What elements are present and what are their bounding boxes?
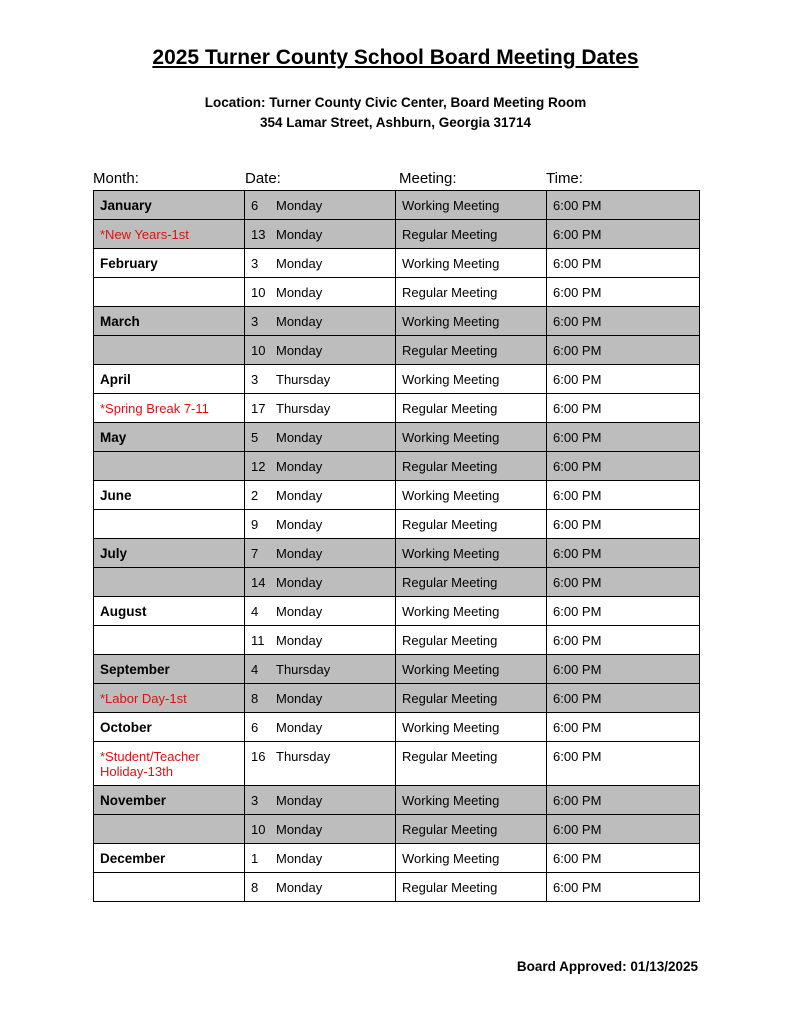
time-cell (547, 539, 700, 568)
weekday: Monday (276, 517, 323, 532)
month-cell (94, 452, 245, 481)
meeting-type: Working Meeting (402, 314, 500, 329)
meeting-type-cell (396, 539, 547, 568)
table-row (94, 597, 700, 626)
time-cell (547, 278, 700, 307)
time-cell (547, 568, 700, 597)
time-cell (547, 626, 700, 655)
meeting-type: Regular Meeting (402, 227, 498, 242)
time-cell (547, 713, 700, 742)
day-number: 4 (251, 662, 259, 677)
month-cell (94, 626, 245, 655)
time-cell (547, 249, 700, 278)
meeting-type: Regular Meeting (402, 401, 498, 416)
meeting-type-cell (396, 220, 547, 249)
meeting-schedule-table (93, 190, 700, 902)
meeting-type-cell (396, 394, 547, 423)
date-cell (245, 365, 396, 394)
holiday-note: *Student/Teacher Holiday-13th (100, 749, 200, 779)
month-cell (94, 336, 245, 365)
weekday: Monday (276, 285, 323, 300)
month-name: February (100, 256, 158, 271)
header-time: Time: (546, 170, 583, 187)
table-row (94, 815, 700, 844)
date-cell (245, 815, 396, 844)
location-line-2: 354 Lamar Street, Ashburn, Georgia 31714 (259, 115, 532, 130)
time-cell (547, 684, 700, 713)
meeting-type: Working Meeting (402, 720, 500, 735)
month-cell (94, 873, 245, 902)
table-row (94, 655, 700, 684)
time-cell (547, 815, 700, 844)
day-number: 2 (251, 488, 259, 503)
meeting-time: 6:00 PM (553, 227, 602, 242)
time-cell (547, 423, 700, 452)
meeting-time: 6:00 PM (553, 517, 602, 532)
table-row (94, 365, 700, 394)
month-name: July (100, 546, 128, 561)
weekday: Monday (276, 227, 323, 242)
meeting-type: Regular Meeting (402, 749, 498, 764)
weekday: Thursday (276, 401, 331, 416)
weekday: Thursday (276, 662, 331, 677)
meeting-time: 6:00 PM (553, 285, 602, 300)
weekday: Monday (276, 198, 323, 213)
day-number: 3 (251, 372, 259, 387)
holiday-note: *Labor Day-1st (100, 691, 187, 706)
day-number: 3 (251, 314, 259, 329)
meeting-type: Regular Meeting (402, 459, 498, 474)
weekday: Monday (276, 604, 323, 619)
meeting-time: 6:00 PM (553, 256, 602, 271)
month-cell (94, 191, 245, 220)
time-cell (547, 742, 700, 786)
month-name: August (100, 604, 147, 619)
date-cell (245, 220, 396, 249)
month-name: April (100, 372, 131, 387)
weekday: Monday (276, 488, 323, 503)
time-cell (547, 510, 700, 539)
meeting-time: 6:00 PM (553, 793, 602, 808)
meeting-type-cell (396, 423, 547, 452)
table-row (94, 742, 700, 786)
month-name: March (100, 314, 140, 329)
meeting-type-cell (396, 655, 547, 684)
day-number: 3 (251, 256, 259, 271)
meeting-time: 6:00 PM (553, 459, 602, 474)
meeting-type-cell (396, 786, 547, 815)
meeting-time: 6:00 PM (553, 198, 602, 213)
weekday: Monday (276, 430, 323, 445)
meeting-type: Working Meeting (402, 604, 500, 619)
date-cell (245, 423, 396, 452)
meeting-type-cell (396, 481, 547, 510)
day-number: 14 (251, 575, 266, 590)
meeting-time: 6:00 PM (553, 633, 602, 648)
meeting-type-cell (396, 191, 547, 220)
table-row (94, 249, 700, 278)
meeting-type: Working Meeting (402, 546, 500, 561)
table-row (94, 684, 700, 713)
table-row (94, 713, 700, 742)
meeting-type: Regular Meeting (402, 880, 498, 895)
time-cell (547, 452, 700, 481)
day-number: 4 (251, 604, 259, 619)
date-cell (245, 713, 396, 742)
date-cell (245, 394, 396, 423)
table-row (94, 307, 700, 336)
day-number: 10 (251, 343, 266, 358)
date-cell (245, 873, 396, 902)
weekday: Monday (276, 314, 323, 329)
meeting-type: Working Meeting (402, 793, 500, 808)
meeting-time: 6:00 PM (553, 604, 602, 619)
date-cell (245, 452, 396, 481)
table-row (94, 510, 700, 539)
meeting-type: Working Meeting (402, 198, 500, 213)
time-cell (547, 336, 700, 365)
month-name: May (100, 430, 127, 445)
meeting-type: Regular Meeting (402, 575, 498, 590)
month-cell (94, 684, 245, 713)
date-cell (245, 844, 396, 873)
table-row (94, 452, 700, 481)
date-cell (245, 307, 396, 336)
table-row (94, 423, 700, 452)
time-cell (547, 481, 700, 510)
day-number: 8 (251, 691, 259, 706)
day-number: 17 (251, 401, 266, 416)
table-row (94, 626, 700, 655)
weekday: Thursday (276, 372, 331, 387)
month-name: October (100, 720, 152, 735)
table-row (94, 336, 700, 365)
day-number: 9 (251, 517, 259, 532)
meeting-time: 6:00 PM (553, 575, 602, 590)
day-number: 8 (251, 880, 259, 895)
meeting-type-cell (396, 626, 547, 655)
date-cell (245, 510, 396, 539)
meeting-time: 6:00 PM (553, 662, 602, 677)
meeting-time: 6:00 PM (553, 851, 602, 866)
month-cell (94, 510, 245, 539)
month-cell (94, 786, 245, 815)
day-number: 10 (251, 822, 266, 837)
meeting-time: 6:00 PM (553, 691, 602, 706)
time-cell (547, 307, 700, 336)
holiday-note: *New Years-1st (100, 227, 189, 242)
table-row (94, 873, 700, 902)
weekday: Monday (276, 822, 323, 837)
month-cell (94, 713, 245, 742)
date-cell (245, 481, 396, 510)
month-cell (94, 220, 245, 249)
table-row (94, 220, 700, 249)
meeting-type-cell (396, 713, 547, 742)
weekday: Monday (276, 459, 323, 474)
date-cell (245, 626, 396, 655)
meeting-type-cell (396, 307, 547, 336)
meeting-type-cell (396, 873, 547, 902)
date-cell (245, 249, 396, 278)
weekday: Monday (276, 633, 323, 648)
meeting-type-cell (396, 684, 547, 713)
meeting-type: Regular Meeting (402, 691, 498, 706)
month-cell (94, 481, 245, 510)
meeting-time: 6:00 PM (553, 401, 602, 416)
month-cell (94, 815, 245, 844)
date-cell (245, 336, 396, 365)
month-cell (94, 844, 245, 873)
table-row (94, 278, 700, 307)
meeting-type: Working Meeting (402, 372, 500, 387)
time-cell (547, 873, 700, 902)
weekday: Monday (276, 343, 323, 358)
time-cell (547, 220, 700, 249)
time-cell (547, 844, 700, 873)
meeting-type-cell (396, 815, 547, 844)
month-cell (94, 597, 245, 626)
meeting-type-cell (396, 336, 547, 365)
meeting-type: Working Meeting (402, 662, 500, 677)
meeting-time: 6:00 PM (553, 488, 602, 503)
day-number: 5 (251, 430, 259, 445)
month-name: January (100, 198, 152, 213)
meeting-type: Regular Meeting (402, 285, 498, 300)
time-cell (547, 191, 700, 220)
day-number: 13 (251, 227, 266, 242)
meeting-type: Regular Meeting (402, 633, 498, 648)
weekday: Monday (276, 720, 323, 735)
weekday: Monday (276, 575, 323, 590)
table-row (94, 786, 700, 815)
date-cell (245, 786, 396, 815)
meeting-type: Regular Meeting (402, 822, 498, 837)
day-number: 1 (251, 851, 259, 866)
meeting-time: 6:00 PM (553, 343, 602, 358)
date-cell (245, 742, 396, 786)
date-cell (245, 655, 396, 684)
date-cell (245, 568, 396, 597)
meeting-type: Working Meeting (402, 488, 500, 503)
table-row (94, 844, 700, 873)
meeting-type: Regular Meeting (402, 343, 498, 358)
weekday: Monday (276, 691, 323, 706)
table-row (94, 191, 700, 220)
time-cell (547, 655, 700, 684)
date-cell (245, 684, 396, 713)
holiday-note: *Spring Break 7-11 (100, 401, 209, 416)
meeting-time: 6:00 PM (553, 822, 602, 837)
day-number: 3 (251, 793, 259, 808)
meeting-type: Regular Meeting (402, 517, 498, 532)
meeting-time: 6:00 PM (553, 430, 602, 445)
header-date: Date: (245, 170, 281, 187)
meeting-time: 6:00 PM (553, 546, 602, 561)
month-name: December (100, 851, 166, 866)
table-row (94, 481, 700, 510)
date-cell (245, 539, 396, 568)
date-cell (245, 597, 396, 626)
meeting-time: 6:00 PM (553, 372, 602, 387)
meeting-type-cell (396, 278, 547, 307)
location-line-1: Location: Turner County Civic Center, Board Meeting Room (204, 95, 587, 110)
day-number: 12 (251, 459, 266, 474)
time-cell (547, 365, 700, 394)
time-cell (547, 394, 700, 423)
meeting-type-cell (396, 510, 547, 539)
weekday: Monday (276, 546, 323, 561)
meeting-type: Working Meeting (402, 851, 500, 866)
meeting-time: 6:00 PM (553, 720, 602, 735)
table-row (94, 568, 700, 597)
meeting-type-cell (396, 742, 547, 786)
day-number: 7 (251, 546, 259, 561)
day-number: 6 (251, 720, 259, 735)
meeting-type-cell (396, 844, 547, 873)
meeting-time: 6:00 PM (553, 880, 602, 895)
day-number: 16 (251, 749, 266, 764)
page-title: 2025 Turner County School Board Meeting Dates (152, 46, 639, 69)
month-cell (94, 423, 245, 452)
month-cell (94, 568, 245, 597)
day-number: 6 (251, 198, 259, 213)
weekday: Thursday (276, 749, 331, 764)
header-month: Month: (93, 170, 139, 187)
date-cell (245, 191, 396, 220)
meeting-type-cell (396, 597, 547, 626)
meeting-time: 6:00 PM (553, 749, 602, 764)
month-cell (94, 249, 245, 278)
weekday: Monday (276, 256, 323, 271)
table-row (94, 539, 700, 568)
month-name: September (100, 662, 170, 677)
meeting-type-cell (396, 568, 547, 597)
time-cell (547, 786, 700, 815)
meeting-type-cell (396, 249, 547, 278)
date-cell (245, 278, 396, 307)
month-cell (94, 742, 245, 786)
month-cell (94, 365, 245, 394)
time-cell (547, 597, 700, 626)
meeting-type-cell (396, 365, 547, 394)
month-cell (94, 278, 245, 307)
table-row (94, 394, 700, 423)
meeting-type: Working Meeting (402, 256, 500, 271)
day-number: 11 (251, 633, 265, 648)
month-cell (94, 394, 245, 423)
header-meeting: Meeting: (399, 170, 457, 187)
month-name: November (100, 793, 167, 808)
month-cell (94, 539, 245, 568)
meeting-time: 6:00 PM (553, 314, 602, 329)
month-cell (94, 655, 245, 684)
month-cell (94, 307, 245, 336)
month-name: June (100, 488, 132, 503)
meeting-type: Working Meeting (402, 430, 500, 445)
day-number: 10 (251, 285, 266, 300)
board-approved-date: Board Approved: 01/13/2025 (516, 959, 698, 974)
weekday: Monday (276, 793, 323, 808)
meeting-type-cell (396, 452, 547, 481)
weekday: Monday (276, 880, 323, 895)
weekday: Monday (276, 851, 323, 866)
